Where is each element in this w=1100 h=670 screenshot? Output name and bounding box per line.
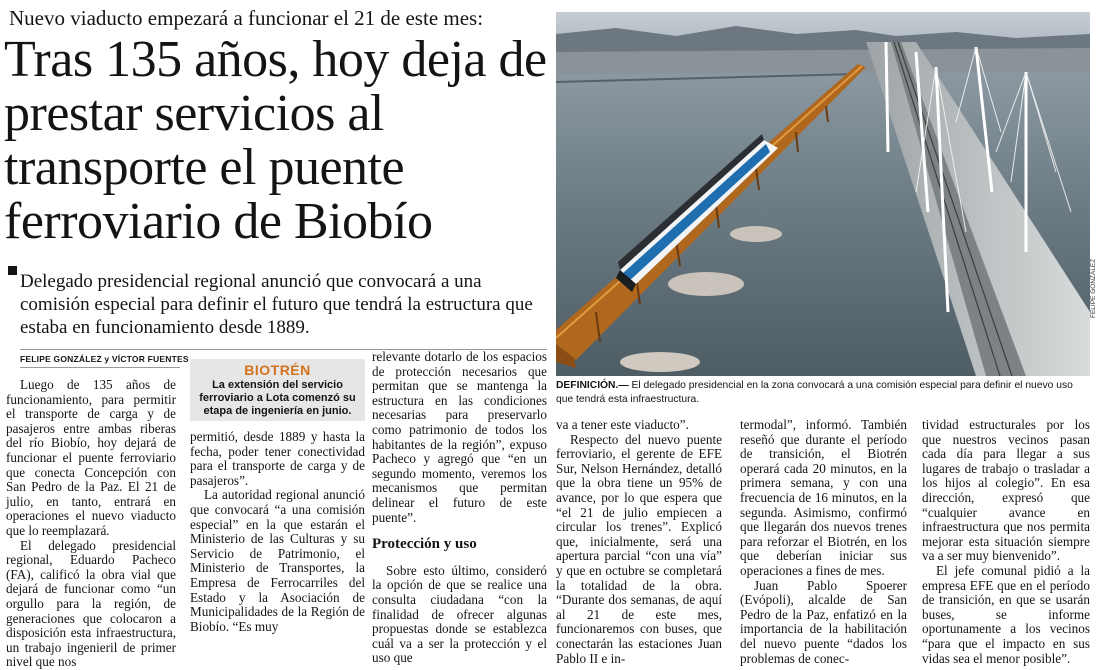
column-6: [922, 418, 1090, 666]
caption-label: DEFINICIÓN.—: [556, 380, 629, 391]
paragraph: La autoridad regional anunció que convocará “a una comisión especial” en la que estarán el Ministerio de las Culturas y su Servicio de Patrimonio, el Ministerio de Transportes, la Empresa de Ferrocarriles del Estado y la Asociación de Municipalidades de la Región de Biobío. “Es muy: [190, 487, 365, 634]
paragraph: Luego de 135 años de funcionamiento, para permitir el transporte de carga y de pasajeros entre ambas riberas del río Biobío, hoy dejará de funcionar el puente ferroviario que conecta Concepción con San Pedro de la Paz. El 21 de julio, en tanto, entrará en operaciones el nuevo viaducto que lo reemplazará.: [6, 377, 176, 538]
biotren-box: [190, 359, 365, 421]
box-title: BIOTRÉN: [244, 362, 311, 378]
paragraph: va a tener este viaducto”.: [556, 417, 689, 432]
paragraph: Sobre esto último, consideró la opción de que se realice una consulta ciudadana “con la finalidad de ofrecer algunas propuestas donde se establezca cuál va a ser la protección y el uso que: [372, 562, 547, 666]
column-1: [6, 378, 176, 670]
photo-credit: FELIPE GONZÁLEZ: [1090, 258, 1097, 318]
box-text: La extensión del servicio ferroviario a Lota comenzó su etapa de ingeniería en junio.: [199, 379, 356, 417]
paragraph: Juan Pablo Spoerer (Evópoli), alcalde de San Pedro de la Paz, enfatizó en la importancia de la habilitación del nuevo puente “dados los problemas de conec-: [740, 577, 907, 666]
byline: FELIPE GONZÁLEZ y VÍCTOR FUENTES: [20, 354, 189, 364]
paragraph: Respecto del nuevo puente ferroviario, el gerente de EFE Sur, Nelson Hernández, detalló que la obra tiene un 95% de avance, por lo que espera que “el 21 de julio empiecen a circular los trenes”. Explicó que, inicialmente, será una apertura parcial “con una vía” y que en octubre se completará la totalidad de la obra. “Durante dos semanas, de aquí al 21 de este mes, funcionaremos con buses, que conectarán las estaciones Juan Pablo II e in-: [556, 431, 722, 666]
lead-paragraph: Delegado presidencial regional anunció que convocará a una comisión especial para definir el futuro que tendrá la estructura que estaba en funcionamiento desde 1889.: [20, 271, 533, 338]
paragraph: relevante dotarlo de los espacios de protección necesarios que permitan que se mantenga la estructura en las condiciones necesarias para preservarlo como patrimonio de todos los habitantes de la región”, expuso Pacheco y agregó que “en un segundo momento, veremos los mecanismos que permitan delinear el futuro de este puente”.: [372, 349, 547, 525]
bridge-photo: [556, 12, 1090, 376]
paragraph: permitió, desde 1889 y hasta la fecha, poder tener conectividad para el transporte de carga y de pasajeros”.: [190, 429, 365, 488]
paragraph: El jefe comunal pidió a la empresa EFE que en el período de transición, en que se usarán buses, se informe oportunamente a los vecinos “para que el impacto en sus vidas sea el menor posible”.: [922, 562, 1090, 666]
subhead: Protección y uso: [372, 536, 477, 553]
caption-text: El delegado presidencial en la zona convocará a una comisión especial para definir el nuevo uso que tendrá esta infraestructura.: [556, 380, 1073, 405]
photo-caption: [556, 379, 1090, 407]
paragraph: tividad estructurales por los que nuestros vecinos pasan cada día para llegar a sus lugares de trabajo o trasladar a los hijos al colegio”. En esa dirección, expresó que “cualquier avance en infraestructura que nos permita mejorar esta situación siempre va a ser muy bienvenido”.: [922, 417, 1090, 564]
paragraph: El delegado presidencial regional, Eduardo Pacheco (FA), calificó la obra vial que dejará de funcionar como “un orgullo para la región, de generaciones que colocaron a disposición esta infraestructura, un trabajo ingenieril de primer nivel que nos: [6, 537, 176, 670]
byline-rule: [20, 367, 180, 368]
column-4: [556, 418, 722, 666]
headline: Tras 135 años, hoy deja de prestar servicios al transporte el puente ferroviario de Biobío: [4, 31, 547, 250]
lead-bullet: [8, 266, 17, 275]
column-2: [190, 430, 365, 634]
column-3: [372, 350, 547, 666]
paragraph: termodal”, informó. También reseñó que durante el período de transición, el Biotrén operará cada 20 minutos, en la primera semana, y con una frecuencia de 16 minutos, en la segunda. Asimismo, confirmó que llegarán dos nuevos trenes para reforzar el Biotrén, en los que deberían iniciar sus operaciones a fines de mes.: [740, 417, 907, 578]
kicker: Nuevo viaducto empezará a funcionar el 21 de este mes:: [9, 6, 484, 30]
column-5: [740, 418, 907, 666]
